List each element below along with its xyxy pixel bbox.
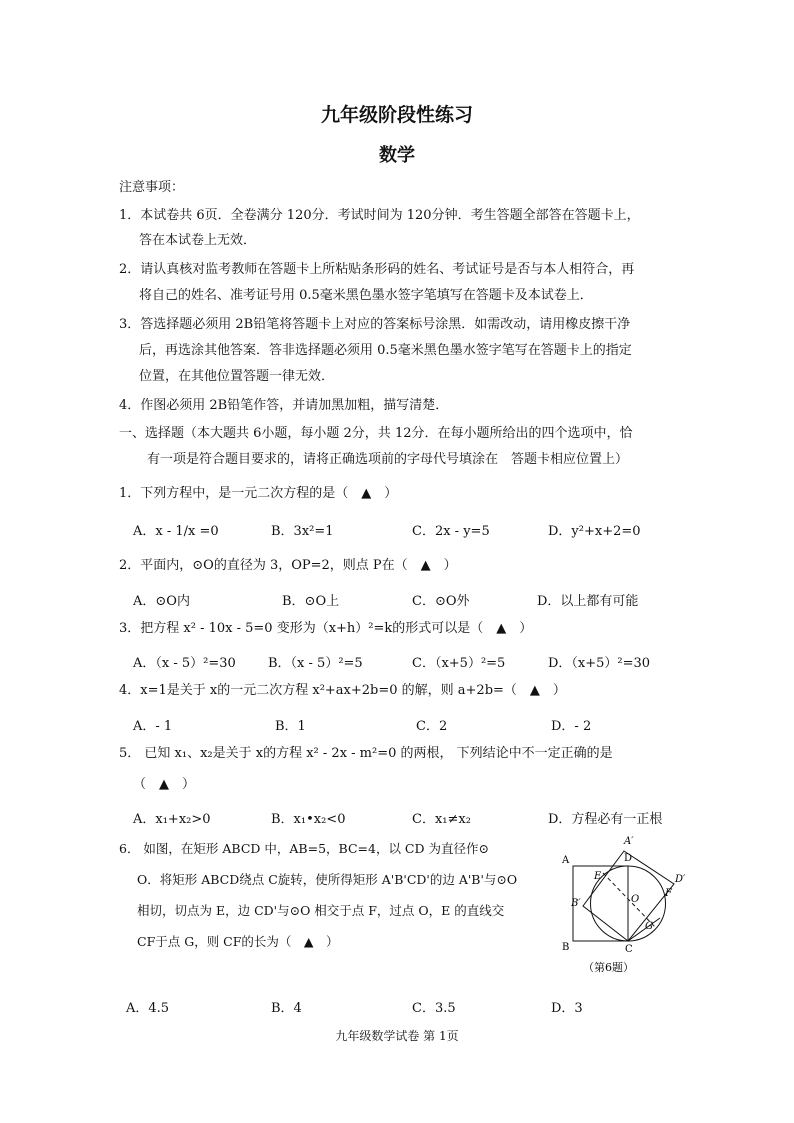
- label-a-prime: A′: [624, 836, 634, 847]
- page-title: 九年级阶段性练习: [320, 104, 473, 126]
- note-3-line2: 后，再选涂其他答案．答非选择题必须用 0.5毫米黑色墨水签字笔写在答题卡上的指定: [139, 343, 632, 358]
- question-5-stem-line2: （ ▲ ）: [133, 777, 195, 792]
- question-1-stem: 1．下列方程中，是一元二次方程的是（ ▲ ）: [119, 486, 398, 501]
- label-d: D: [624, 853, 633, 864]
- question-6-stem-line4: CF于点 G，则 CF的长为（ ▲ ）: [137, 934, 339, 949]
- geometry-figure: [555, 830, 700, 978]
- notes-heading: 注意事项：: [119, 180, 185, 195]
- note-4-line1: 4．作图必须用 2B铅笔作答，并请加黑加粗，描写清楚．: [119, 398, 449, 413]
- question-5-stem: 5． 已知 x₁、x₂是关于 x的方程 x² - 2x - m²=0 的两根， 下列结论中不一定正确的是: [119, 746, 613, 761]
- page-subject: 数学: [379, 145, 415, 166]
- question-4-option-a: A．- 1: [133, 719, 173, 734]
- note-2-line2: 将自己的姓名、准考证号用 0.5毫米黑色墨水签字笔填写在答题卡及本试卷上．: [139, 288, 593, 303]
- question-1-option-b: B．3x²=1: [271, 524, 334, 539]
- question-6-option-b: B．4: [271, 1001, 302, 1016]
- question-3-option-a: A．（x - 5）²=30: [133, 656, 236, 671]
- question-1-option-a: A．x - 1/x =0: [133, 524, 219, 539]
- note-3-line1: 3．答选择题必须用 2B铅笔将答题卡上对应的答案标号涂黑．如需改动，请用橡皮擦干净: [119, 317, 631, 332]
- note-1-line2: 答在本试卷上无效．: [139, 233, 257, 248]
- question-6-option-c: C．3.5: [412, 1001, 456, 1016]
- page-footer: 九年级数学试卷 第 1页: [335, 1029, 459, 1043]
- label-e: E: [594, 871, 602, 882]
- question-5-option-b: B．x₁•x₂<0: [271, 812, 346, 827]
- question-3-stem: 3．把方程 x² - 10x - 5=0 变形为（x+h）²=k的形式可以是（ ▲ ）: [119, 621, 533, 636]
- line-oeg: [603, 873, 656, 928]
- note-3-line3: 位置，在其他位置答题一律无效．: [139, 369, 335, 384]
- question-4-option-c: C．2: [416, 719, 448, 734]
- note-1-line1: 1．本试卷共 6页．全卷满分 120分．考试时间为 120分钟．考生答题全部答在答题卡上，: [119, 208, 640, 223]
- question-6-stem-line3: 相切，切点为 E，边 CD'与⊙O 相交于点 F，过点 O，E 的直线交: [137, 903, 505, 918]
- question-6-option-d: D．3: [551, 1001, 583, 1016]
- note-2-line1: 2．请认真核对监考教师在答题卡上所粘贴条形码的姓名、考试证号是否与本人相符合，再: [119, 262, 635, 277]
- question-5-option-a: A．x₁+x₂>0: [133, 812, 211, 827]
- question-6-stem-line2: O．将矩形 ABCD绕点 C旋转，使所得矩形 A'B'CD'的边 A'B'与⊙O: [137, 872, 518, 887]
- section1-line1: 一、选择题（本大题共 6小题，每小题 2分，共 12分．在每小题所给出的四个选项中，恰: [119, 426, 633, 441]
- question-3-option-c: C．（x+5）²=5: [412, 656, 506, 671]
- question-1-option-c: C．2x - y=5: [412, 524, 490, 539]
- question-2-option-c: C．⊙O外: [412, 594, 470, 609]
- label-b: B: [562, 942, 570, 953]
- section1-line2: 有一项是符合题目要求的，请将正确选项前的字母代号填涂在 答题卡相应位置上）: [147, 452, 629, 467]
- label-b-prime: B′: [571, 898, 581, 909]
- question-4-option-d: D．- 2: [551, 719, 592, 734]
- question-4-stem: 4．x=1是关于 x的一元二次方程 x²+ax+2b=0 的解，则 a+2b=（ ▲ ）: [119, 683, 566, 698]
- label-o: O: [631, 894, 640, 905]
- question-3-option-b: B．（x - 5）²=5: [268, 656, 363, 671]
- label-f: F: [665, 888, 672, 899]
- figure-caption: （第6题）: [583, 961, 634, 974]
- question-2-option-a: A．⊙O内: [133, 594, 190, 609]
- label-d-prime: D′: [675, 874, 686, 885]
- question-2-option-d: D．以上都有可能: [537, 594, 639, 609]
- question-6-stem: 6． 如图，在矩形 ABCD 中，AB=5，BC=4，以 CD 为直径作⊙: [119, 841, 489, 856]
- label-a: A: [562, 855, 570, 866]
- question-2-stem: 2．平面内，⊙O的直径为 3，OP=2，则点 P在（ ▲ ）: [119, 558, 457, 573]
- question-6-option-a: A．4.5: [126, 1001, 170, 1016]
- question-3-option-d: D．（x+5）²=30: [548, 656, 651, 671]
- question-1-option-d: D．y²+x+2=0: [548, 524, 641, 539]
- label-c: C: [625, 944, 633, 955]
- question-2-option-b: B．⊙O上: [282, 594, 340, 609]
- question-4-option-b: B．1: [275, 719, 306, 734]
- label-g: G: [645, 921, 653, 932]
- question-5-option-d: D．方程必有一正根: [548, 812, 663, 827]
- question-5-option-c: C．x₁≠x₂: [412, 812, 471, 827]
